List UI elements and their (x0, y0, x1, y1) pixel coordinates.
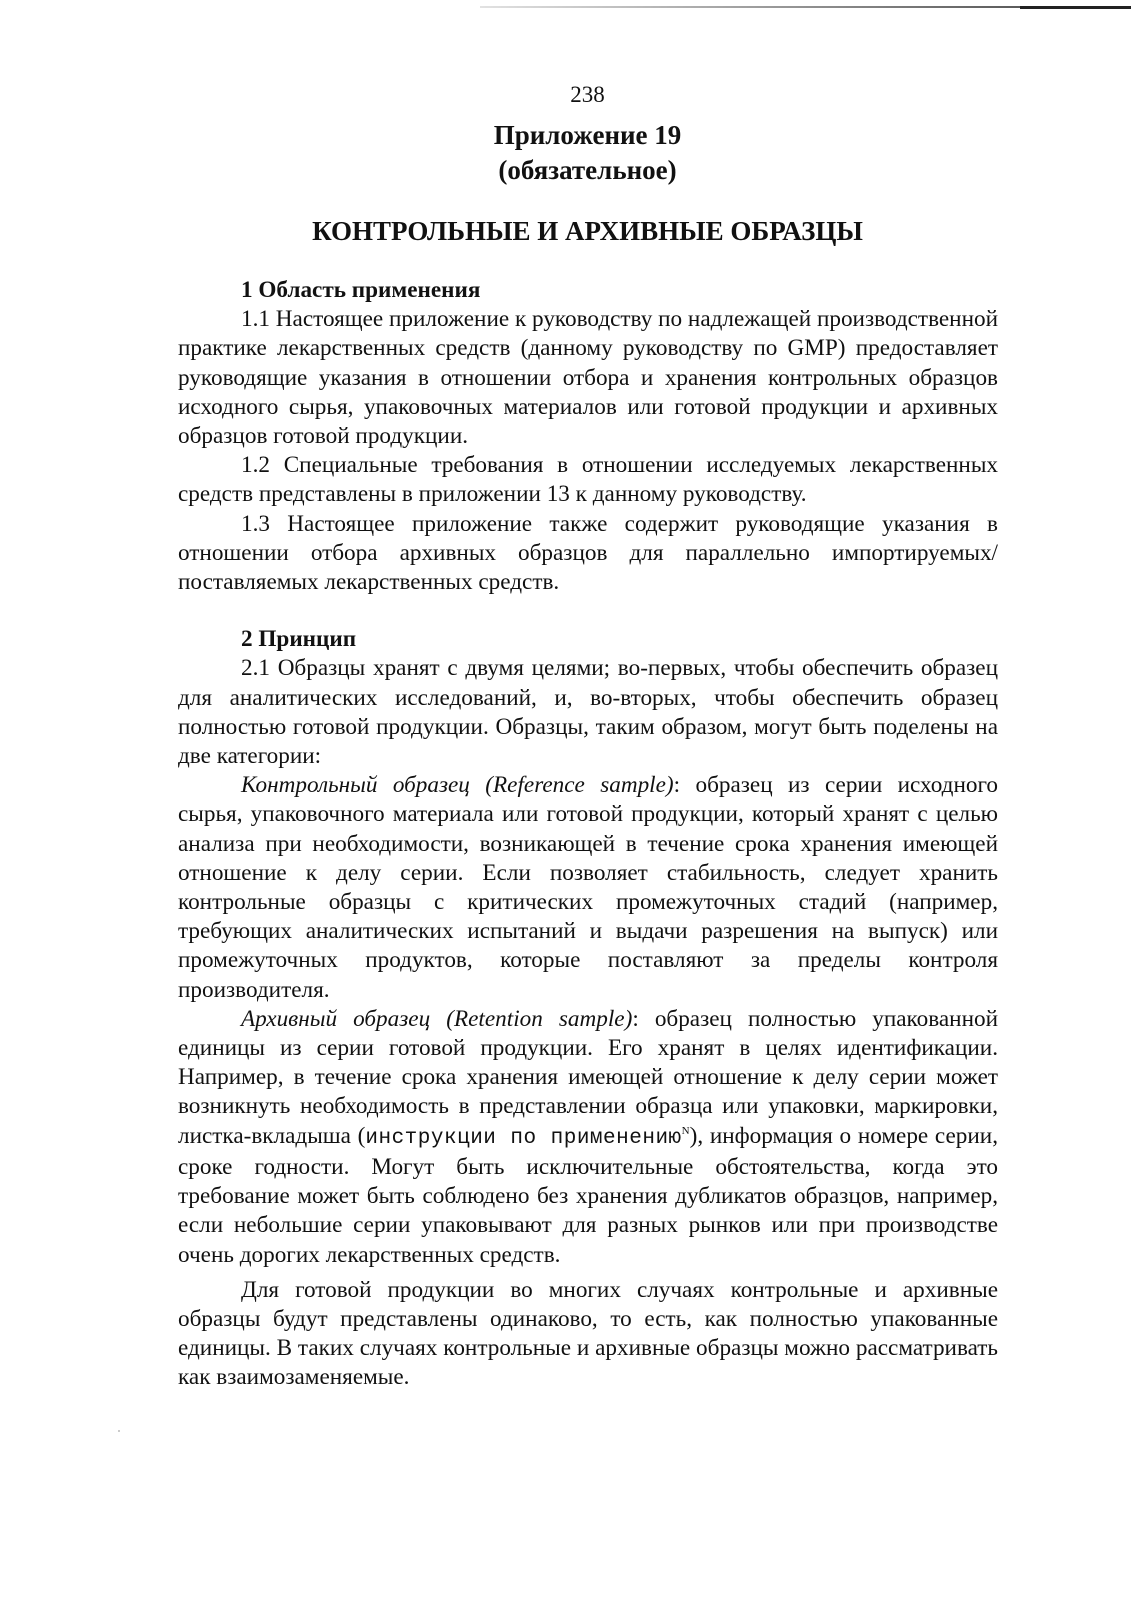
section-1-heading: 1 Область применения (241, 277, 481, 303)
document-title: КОНТРОЛЬНЫЕ И АРХИВНЫЕ ОБРАЗЦЫ (312, 216, 863, 246)
paragraph-1-2: 1.2 Специальные требования в отношении исследуемых лекарственных средств представлены в приложении 13 к данному руководству. (178, 452, 998, 508)
paragraph-2-1: 2.1 Образцы хранят с двумя целями; во-первых, чтобы обеспечить образец для аналитических исследований, и, во-вторых, чтобы обеспечить образец полностью готовой продукции. Образцы, таким образом, могут быть поделены на две категории: (178, 655, 998, 770)
document-body (178, 276, 998, 1393)
reference-sample-definition (178, 771, 998, 1005)
scan-speck (118, 1430, 120, 1432)
section-2-heading: 2 Принцип (241, 626, 357, 653)
retention-sample-text-b: ), информация о номере серии, сроке годности. Могут быть исключительные обстоятельства, когда это требование может быть соблюдено без хранения дубликатов образцов, например, если небольшие серии упаковывают для разных рынков или при производстве очень дорогих лекарственных средств. (178, 1122, 999, 1268)
paragraph-1-3: 1.3 Настоящее приложение также содержит руководящие указания в отношении отбора архивных образцов для параллельно импортируемых/поставляемых лекарственных средств. (178, 510, 998, 596)
appendix-subtitle: (обязательное) (498, 155, 677, 185)
paragraph-final: Для готовой продукции во многих случаях контрольные и архивные образцы будут представлены одинаково, то есть, как полностью упакованные единицы. В таких случаях контрольные и архивные образцы можно рассматривать как взаимозаменяемые. (178, 1276, 998, 1391)
retention-sample-definition (178, 1005, 998, 1270)
reference-sample-term: Контрольный образец (Reference sample) (241, 772, 674, 799)
appendix-title: Приложение 19 (493, 120, 682, 150)
footnote-marker: N (681, 1124, 690, 1137)
reference-sample-text: : образец из серии исходного сырья, упаковочного материала или готовой продукции, который хранят с целью анализа при необходимости, возникающей в течение срока хранения имеющей отношение к делу серии. Если позволяет стабильность, следует хранить контрольные образцы с критических промежуточных стадий (например, требующих аналитических испытаний и выдачи разрешения на выпуск) или промежуточных продуктов, которые поставляют за пределы контроля производителя. (178, 772, 998, 1003)
retention-sample-term: Архивный образец (Retention sample) (241, 1005, 633, 1032)
page-number: 238 (570, 82, 605, 107)
retention-sample-text-a: : образец полностью упакованной единицы из серии готовой продукции. Его хранят в целях идентификации. Например, в течение срока хранения имеющей отношение к делу серии может возникнуть необходимость в представлении образца или упаковки, маркировки, листка-вкладыша ( (178, 1005, 998, 1149)
instructions-for-use-text: инструкции по применению (365, 1126, 682, 1150)
scan-top-edge-mark (1020, 6, 1131, 9)
paragraph-1-1: 1.1 Настоящее приложение к руководству по надлежащей производственной практике лекарственных средств (данному руководству по GMP) предоставляет руководящие указания в отношении отбора и хранения контрольных образцов исходного сырья, упаковочных материалов или готовой продукции и архивных образцов готовой продукции. (178, 306, 998, 450)
